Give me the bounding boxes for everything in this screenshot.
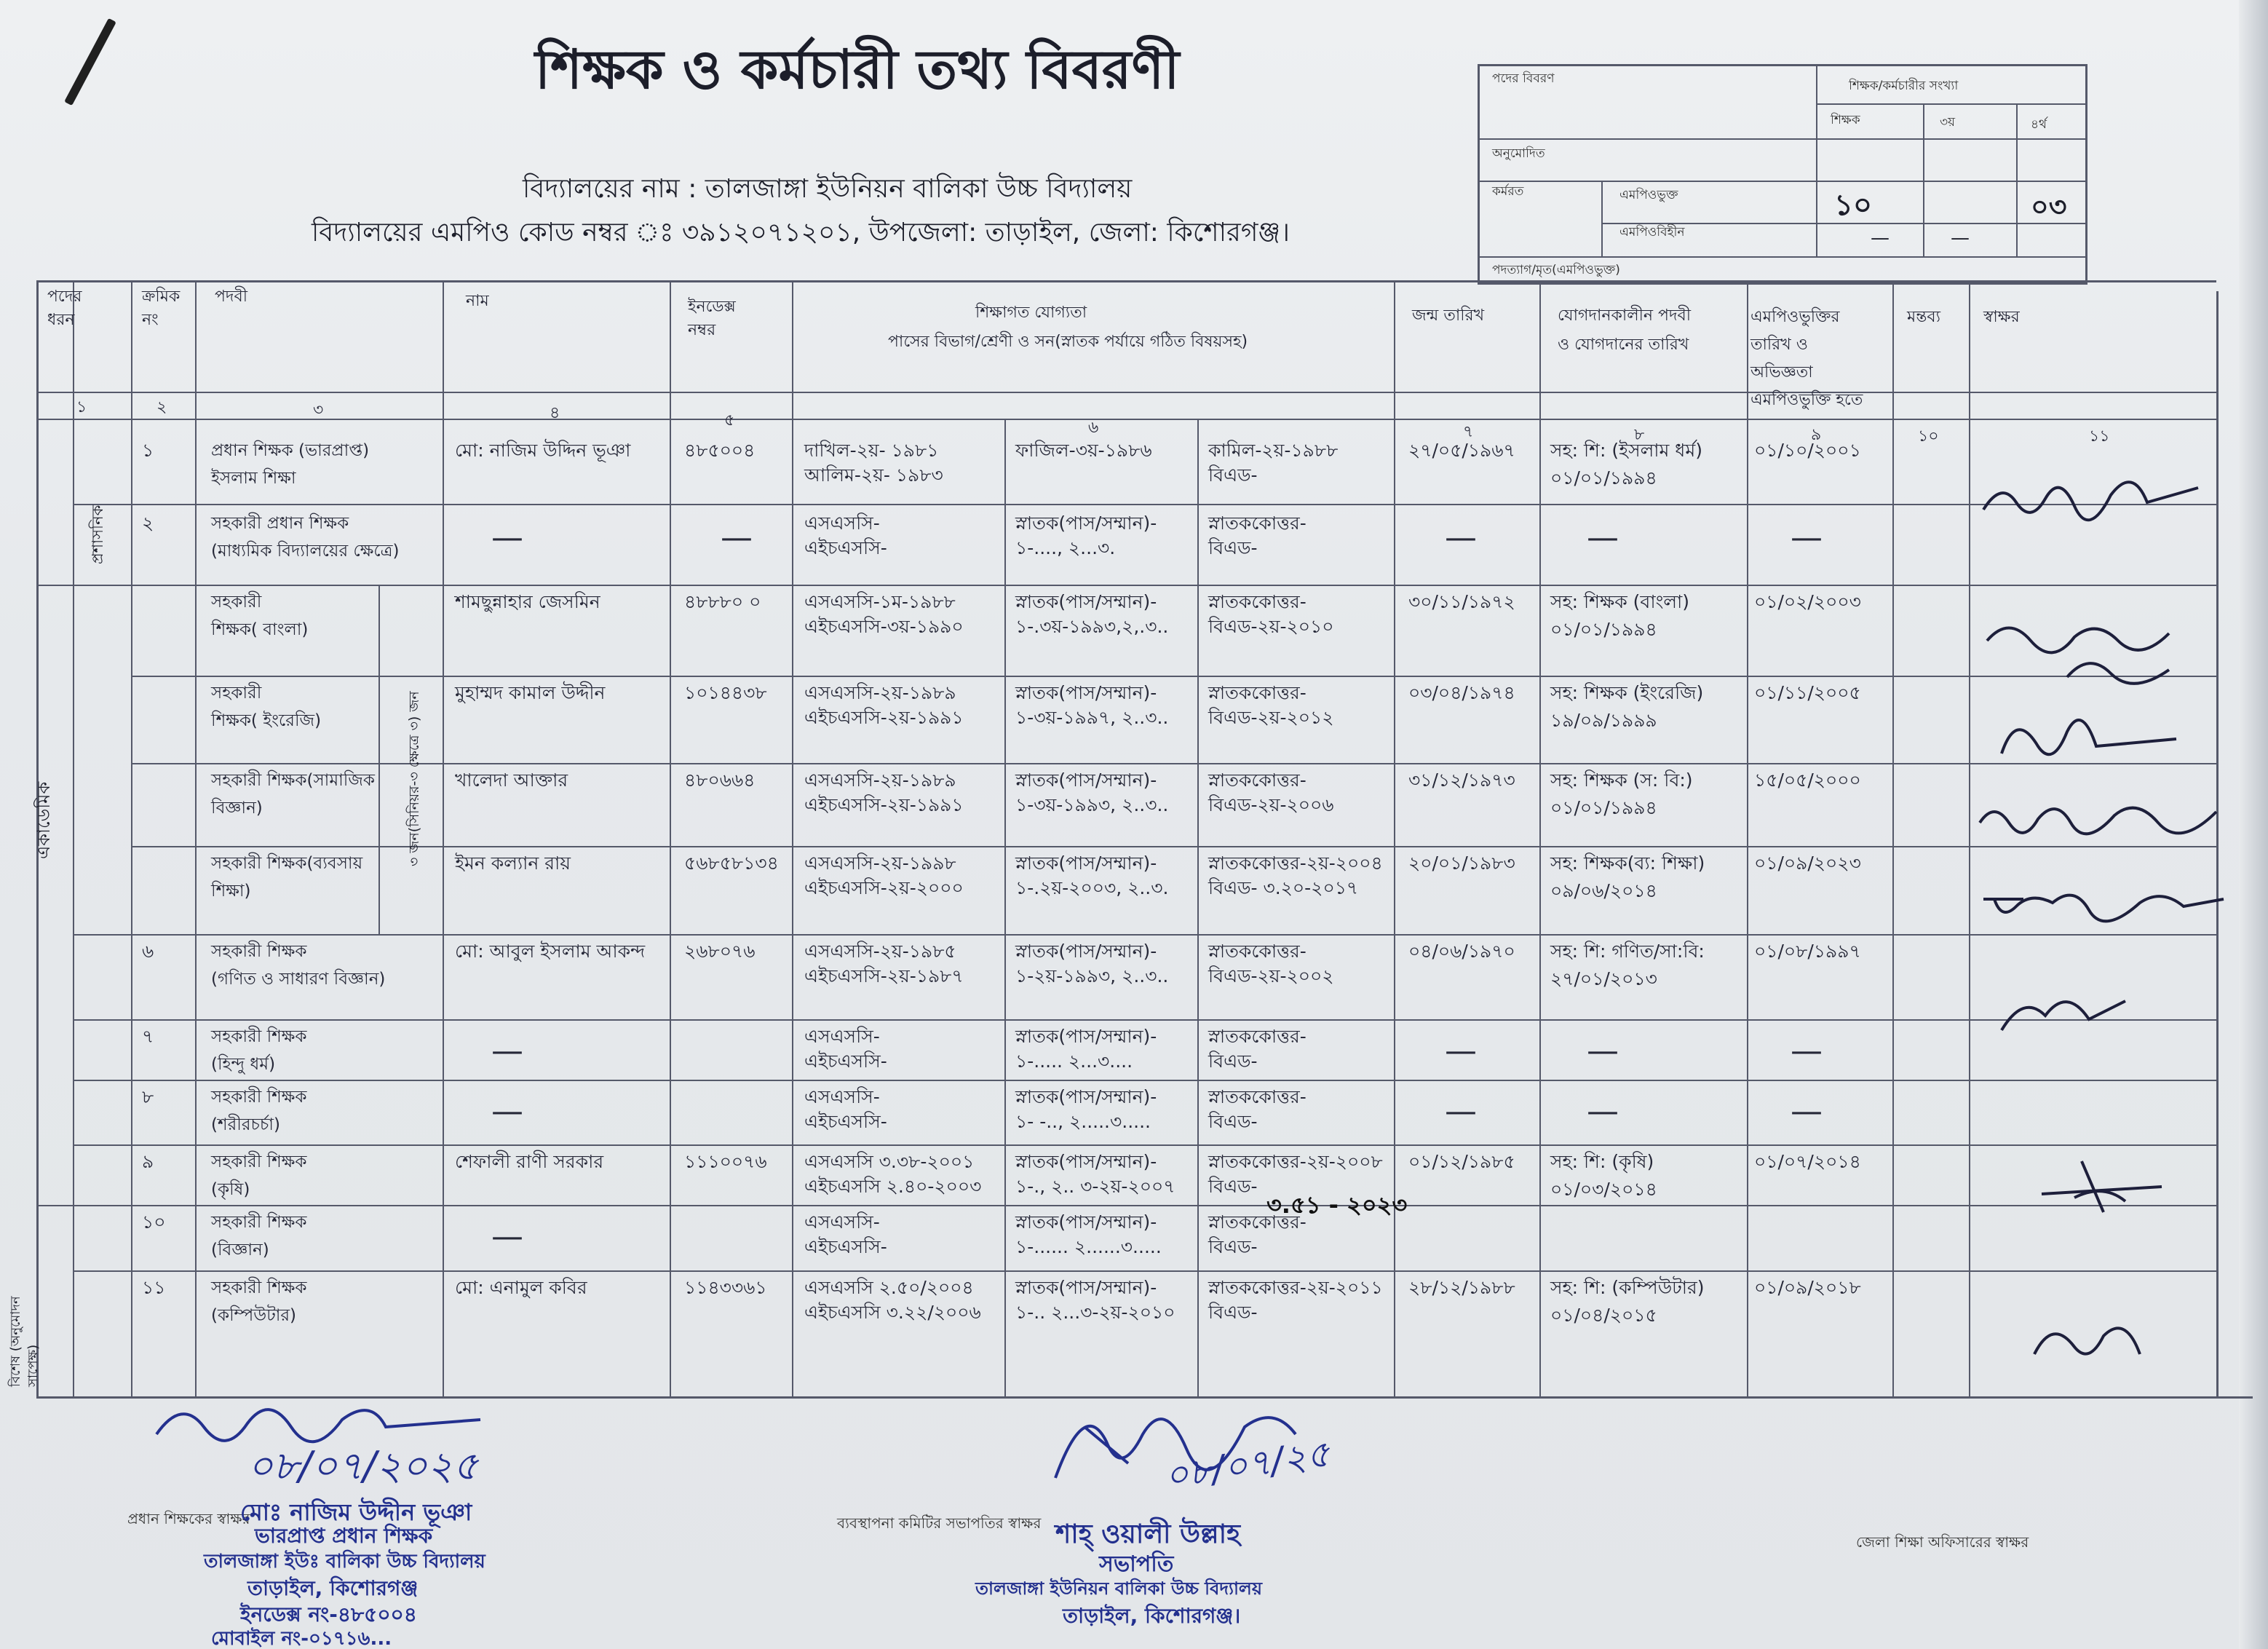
cell-q1b: এইচএসসি-২য়-১৯৯১ [804, 707, 964, 728]
third-excluded-dash: — [1951, 227, 1970, 249]
cell-q2b: ১-৩য়-১৯৯৭, ২..৩.. [1015, 707, 1169, 728]
cell-q1b: এইচএসসি- [804, 537, 887, 558]
cell-sl: ৯ [142, 1151, 154, 1172]
pen-mark [64, 18, 116, 106]
teacher-col: শিক্ষক [1831, 113, 1860, 127]
cell-post: সহকারী শিক্ষক [211, 1278, 307, 1297]
cell-q1a: এসএসসি-২য়-১৯৮৫ [804, 941, 956, 962]
cell-mpo: ০১/১০/২০০১ [1754, 440, 1861, 461]
cell-q1a: এসএসসি ২.৫০/২০০৪ [804, 1277, 974, 1298]
colnum-5: ৫ [724, 411, 735, 430]
colnum-8: ৮ [1634, 426, 1645, 444]
cell-index: — [721, 519, 753, 556]
signature-row-5 [1976, 786, 2224, 845]
colnum-2: ২ [156, 398, 167, 416]
cell-q3b: বিএড- [1208, 464, 1258, 486]
cell-join1: সহ: শিক্ষক (স: বি:) [1550, 770, 1693, 791]
cell-post2: (হিন্দু ধর্ম) [211, 1055, 276, 1074]
header-qualification-sub: পাসের বিভাগ/শ্রেণী ও সন(স্নাতক পর্যায়ে গঠিত বিষয়সহ) [888, 333, 1248, 351]
cell-post: সহকারী শিক্ষক [211, 1213, 307, 1232]
cell-q2a: স্নাতক(পাস/সম্মান)- [1015, 1086, 1157, 1107]
teacher-count: ১০ [1834, 189, 1872, 222]
cell-name: শেফালী রাণী সরকার [455, 1151, 604, 1172]
cell-q1b: এইচএসসি- [804, 1236, 887, 1257]
resigned-label: পদত্যাগ/মৃত(এমপিওভুক্ত) [1492, 263, 1620, 277]
cell-post: প্রধান শিক্ষক (ভারপ্রাপ্ত) [211, 441, 370, 460]
cell-post2: (মাধ্যমিক বিদ্যালয়ের ক্ষেত্রে) [211, 542, 400, 561]
cell-post2: শিক্ষক( ইংরেজি) [211, 711, 322, 730]
cell-q2b: ১-৩য়-১৯৯৩, ২..৩.. [1015, 794, 1169, 815]
cell-index: ১১১০০৭৬ [684, 1151, 767, 1172]
cell-post: সহকারী শিক্ষক [211, 1152, 307, 1171]
cell-q3b: বিএড- [1208, 1111, 1258, 1132]
headmaster-stamp-place: তাড়াইল, কিশোরগঞ্জ [247, 1576, 419, 1600]
cell-dob: — [1445, 1093, 1477, 1130]
cell-index: ৪৮৫০০৪ [684, 440, 756, 461]
cell-post: সহকারী [211, 593, 262, 612]
working-label: কর্মরত [1492, 184, 1524, 199]
colnum-10: ১০ [1918, 427, 1939, 446]
colnum-6: ৬ [1088, 419, 1099, 437]
signature-row-12 [2023, 1303, 2162, 1376]
chairman-date: ০৮/০৭/২৫ [1162, 1432, 1333, 1498]
cell-join2: ০১/০১/১৯৯৪ [1550, 619, 1657, 640]
signature-row-10 [2038, 1154, 2169, 1219]
cell-q1b: এইচএসসি-২য়-২০০০ [804, 877, 964, 898]
cell-dob: ২৭/০৫/১৯৬৭ [1408, 440, 1515, 461]
cell-join1: সহ: শিক্ষক (ইংরেজি) [1550, 682, 1704, 703]
cell-index: ৫৬৮৫৮১৩৪ [684, 853, 779, 874]
header-dob: জন্ম তারিখ [1412, 307, 1485, 325]
cell-name: — [491, 1093, 523, 1130]
mpo-excluded-label: এমপিওবিহীন [1619, 225, 1685, 240]
third-col: ৩য় [1940, 115, 1956, 130]
cell-post: সহকারী শিক্ষক [211, 1088, 307, 1107]
header-join-1: যোগদানকালীন পদবী [1558, 307, 1692, 325]
cell-index: ৪৮৮৮০ ০ [684, 591, 761, 612]
header-mpo-2: তারিখ ও [1750, 336, 1808, 354]
post-details-label: পদের বিবরণ [1492, 71, 1555, 86]
cell-q2a: ফাজিল-৩য়-১৯৮৬ [1015, 440, 1152, 461]
cell-join1: সহ: শিক্ষক(ব্য: শিক্ষা) [1550, 853, 1705, 874]
colnum-11: ১১ [2089, 427, 2110, 446]
cell-q3b: বিএড-২য়-২০১২ [1208, 707, 1334, 728]
cell-q1a: এসএসসি- [804, 1026, 880, 1047]
header-index: ইনডেক্স নম্বর [688, 298, 736, 339]
cell-q3b: বিএড- [1208, 537, 1258, 558]
cell-index: ১১৪৩৩৬১ [684, 1277, 767, 1298]
cell-q1b: আলিম-২য়- ১৯৮৩ [804, 464, 943, 486]
cell-q1a: এসএসসি-২য়-১৯৮৯ [804, 770, 956, 791]
cell-q3b: বিএড- [1208, 1302, 1258, 1323]
colnum-1: ১ [76, 398, 87, 416]
cell-sl: ১ [142, 440, 154, 461]
chairman-stamp-title: সভাপতি [1099, 1551, 1174, 1577]
cell-post: সহকারী প্রধান শিক্ষক [211, 514, 349, 533]
cell-name: মো: নাজিম উদ্দিন ভূঞা [455, 440, 631, 461]
approved-label: অনুমোদিত [1492, 146, 1545, 161]
header-post-type: পদের ধরন [47, 288, 82, 329]
headmaster-stamp-title: ভারপ্রাপ্ত প্রধান শিক্ষক [255, 1524, 433, 1548]
cell-q2b: ১-...., ২...৩. [1015, 537, 1116, 558]
cell-mpo: — [1791, 1093, 1823, 1130]
cell-dob: — [1445, 519, 1477, 556]
cell-join2: ০১/০১/১৯৯৪ [1550, 467, 1657, 489]
cell-q1b: এইচএসসি ২.৪০-২০০৩ [804, 1176, 982, 1197]
colnum-7: ৭ [1463, 423, 1474, 441]
cell-q3a: স্নাতককোত্তর- [1208, 770, 1307, 791]
document-title: শিক্ষক ও কর্মচারী তথ্য বিবরণী [535, 39, 1180, 101]
cell-dob: ০৪/০৬/১৯৭০ [1408, 941, 1515, 962]
cell-index: ৪৮০৬৬৪ [684, 770, 756, 791]
cell-post: সহকারী শিক্ষক [211, 1027, 307, 1046]
cell-q3a: স্নাতককোত্তর- [1208, 1026, 1307, 1047]
cell-sl: ১০ [142, 1211, 166, 1233]
group-sub-note: ৩ জন(সিনিয়র-৩ ক্ষেত্রে ৩) জন [406, 691, 422, 866]
cell-q2b: ১-.. ২...৩-২য়-২০১০ [1015, 1302, 1175, 1323]
count-header: শিক্ষক/কর্মচারীর সংখ্যা [1849, 79, 1959, 93]
cell-mpo: — [1791, 1032, 1823, 1069]
group-special: বিশেষ (অনুমোদন সাপেক্ষ) [8, 1296, 41, 1387]
handwritten-bed-gpa: ৩.৫১ - ২০২৩ [1266, 1191, 1408, 1219]
cell-q2a: স্নাতক(পাস/সম্মান)- [1015, 941, 1157, 962]
cell-q2b: ১-., ২.. ৩-২য়-২০০৭ [1015, 1176, 1175, 1197]
cell-name: — [491, 519, 523, 556]
cell-sl: ৭ [142, 1026, 154, 1047]
cell-name: মুহাম্মদ কামাল উদ্দীন [455, 682, 606, 703]
cell-join2: ০৯/০৬/২০১৪ [1550, 880, 1657, 901]
mpo-included-label: এমপিওভুক্ত [1619, 188, 1678, 202]
cell-q3a: স্নাতককোত্তর- [1208, 1211, 1307, 1233]
cell-post: সহকারী শিক্ষক(সামাজিক [211, 771, 376, 790]
cell-sl: ১১ [142, 1277, 166, 1298]
group-academic: একাডেমিক [33, 781, 54, 859]
cell-dob: ২০/০১/১৯৮৩ [1408, 853, 1515, 874]
headmaster-stamp-mobile: মোবাইল নং-০১৭১৬... [211, 1628, 392, 1649]
fourth-count: ০৩ [2031, 191, 2067, 223]
cell-q3a: কামিল-২য়-১৯৮৮ [1208, 440, 1339, 461]
cell-join1: সহ: শিক্ষক (বাংলা) [1550, 591, 1689, 612]
cell-mpo: ০১/০৯/২০২৩ [1754, 853, 1861, 874]
cell-q3a: স্নাতককোত্তর- [1208, 591, 1307, 612]
cell-name: মো: এনামুল কবির [455, 1277, 587, 1298]
chairman-label: ব্যবস্থাপনা কমিটির সভাপতির স্বাক্ষর [837, 1514, 1042, 1532]
cell-name: — [491, 1032, 523, 1069]
header-serial: ক্রমিক নং [142, 288, 181, 329]
colnum-3: ৩ [313, 401, 324, 419]
cell-post2: (কৃষি) [211, 1180, 250, 1199]
cell-q3b: বিএড- [1208, 1176, 1258, 1197]
cell-post2: (বিজ্ঞান) [211, 1241, 269, 1260]
chairman-stamp-name: শাহ্ ওয়ালী উল্লাহ [1055, 1519, 1240, 1549]
cell-mpo: ০১/১১/২০০৫ [1754, 682, 1861, 703]
cell-join1: — [1587, 1093, 1619, 1130]
cell-post: সহকারী [211, 684, 262, 703]
header-signature: স্বাক্ষর [1983, 308, 2020, 326]
cell-join2: ১৯/০৯/১৯৯৯ [1550, 710, 1657, 731]
cell-join2: ০১/০৪/২০১৫ [1550, 1305, 1657, 1326]
cell-q1b: এইচএসসি-৩য়-১৯৯০ [804, 616, 964, 637]
cell-q2a: স্নাতক(পাস/সম্মান)- [1015, 1151, 1157, 1172]
cell-dob: ২৮/১২/১৯৮৮ [1408, 1277, 1515, 1298]
cell-q2b: ১-.২য়-২০০৩, ২..৩. [1015, 877, 1169, 898]
paper-edge [2239, 0, 2268, 1649]
cell-q1b: এইচএসসি-২য়-১৯৯১ [804, 794, 964, 815]
cell-post2: (শরীরচর্চা) [211, 1115, 280, 1134]
cell-dob: ০১/১২/১৯৮৫ [1408, 1151, 1515, 1172]
colnum-9: ৯ [1811, 426, 1822, 444]
cell-dob: ৩১/১২/১৯৭৩ [1408, 770, 1515, 791]
cell-mpo: ০১/০২/২০০৩ [1754, 591, 1861, 612]
cell-join1: সহ: শি: (ইসলাম ধর্ম) [1550, 440, 1702, 461]
cell-name: মো: আবুল ইসলাম আকন্দ [455, 941, 646, 962]
cell-q3a: স্নাতককোত্তর- [1208, 941, 1307, 962]
cell-join1: — [1587, 1032, 1619, 1069]
group-admin: প্রশাসনিক [89, 505, 106, 564]
header-join-2: ও যোগদানের তারিখ [1558, 336, 1689, 354]
signature-row-7 [1994, 979, 2140, 1037]
cell-q1b: এইচএসসি-২য়-১৯৮৭ [804, 965, 964, 986]
cell-q1a: দাখিল-২য়- ১৯৮১ [804, 440, 939, 461]
cell-q1a: এসএসসি ৩.৩৮-২০০১ [804, 1151, 975, 1172]
cell-q1b: এইচএসসি- [804, 1111, 887, 1132]
headmaster-stamp-name: মোঃ নাজিম উদ্দীন ভূঞা [240, 1498, 472, 1526]
cell-name: — [491, 1218, 523, 1255]
signature-row-3 [1980, 608, 2213, 688]
cell-post2: শিক্ষা) [211, 882, 251, 901]
cell-mpo: ০১/০৮/১৯৯৭ [1754, 941, 1861, 962]
cell-name: ইমন কল্যান রায় [455, 853, 571, 874]
cell-q2b: ১-২য়-১৯৯৩, ২..৩.. [1015, 965, 1169, 986]
cell-post2: (গণিত ও সাধারণ বিজ্ঞান) [211, 970, 386, 989]
cell-join1: সহ: শি: গণিত/সা:বি: [1550, 941, 1705, 962]
cell-q2a: স্নাতক(পাস/সম্মান)- [1015, 1026, 1157, 1047]
cell-q2a: স্নাতক(পাস/সম্মান)- [1015, 682, 1157, 703]
cell-mpo: — [1791, 519, 1823, 556]
cell-mpo: ০১/০৭/২০১৪ [1754, 1151, 1861, 1172]
header-name: নাম [466, 292, 489, 310]
signature-row-4 [1987, 695, 2205, 775]
headmaster-label: প্রধান শিক্ষকের স্বাক্ষর [127, 1510, 250, 1527]
cell-post2: বিজ্ঞান) [211, 799, 263, 818]
chairman-stamp-school: তালজাঙ্গা ইউনিয়ন বালিকা উচ্চ বিদ্যালয় [975, 1578, 1262, 1599]
cell-q1b: এইচএসসি- [804, 1051, 887, 1072]
cell-q1b: এইচএসসি ৩.২২/২০০৬ [804, 1302, 981, 1323]
cell-q1a: এসএসসি-২য়-১৯৯৮ [804, 853, 956, 874]
cell-join2: ০১/০৩/২০১৪ [1550, 1179, 1657, 1200]
cell-q3b: বিএড-২য়-২০১০ [1208, 616, 1334, 637]
cell-name: খালেদা আক্তার [455, 770, 568, 791]
cell-q2b: ১-..... ২...৩.... [1015, 1051, 1133, 1072]
cell-index: ১০১৪৪৩৮ [684, 682, 767, 703]
chairman-stamp-place: তাড়াইল, কিশোরগঞ্জ। [1063, 1604, 1241, 1628]
cell-mpo: ১৫/০৫/২০০০ [1754, 770, 1861, 791]
header-remarks: মন্তব্য [1907, 308, 1941, 326]
signature-row-6 [1980, 877, 2227, 936]
cell-sl: ৮ [142, 1086, 154, 1107]
cell-post2: (কম্পিউটার) [211, 1306, 297, 1325]
cell-q2b: ১-.৩য়-১৯৯৩,২,.৩.. [1015, 616, 1169, 637]
cell-q3a: স্নাতককোত্তর- [1208, 513, 1307, 534]
cell-q2a: স্নাতক(পাস/সম্মান)- [1015, 513, 1157, 534]
cell-name: শামছুন্নাহার জেসমিন [455, 591, 600, 612]
signature-row-1 [1980, 459, 2213, 531]
cell-post: সহকারী শিক্ষক [211, 942, 307, 961]
cell-dob: ০৩/০৪/১৯৭৪ [1408, 682, 1515, 703]
colnum-4: ৪ [550, 404, 560, 422]
header-mpo-3: অভিজ্ঞতা [1750, 363, 1813, 381]
cell-q3b: বিএড- ৩.২০-২০১৭ [1208, 877, 1359, 898]
cell-q2a: স্নাতক(পাস/সম্মান)- [1015, 1277, 1157, 1298]
cell-q1a: এসএসসি- [804, 1086, 880, 1107]
cell-q3a: স্নাতককোত্তর-২য়-২০১১ [1208, 1277, 1383, 1298]
school-name: বিদ্যালয়ের নাম : তালজাঙ্গা ইউনিয়ন বালিকা উচ্চ বিদ্যালয় [523, 174, 1133, 204]
cell-sl: ৬ [142, 941, 154, 962]
cell-q1a: এসএসসি-২য়-১৯৮৯ [804, 682, 956, 703]
cell-post2: ইসলাম শিক্ষা [211, 469, 296, 488]
cell-post: সহকারী শিক্ষক(ব্যবসায় [211, 854, 363, 873]
headmaster-date: ০৮/০৭/২০২৫ [247, 1443, 479, 1489]
cell-q3a: স্নাতককোত্তর-২য়-২০০৮ [1208, 1151, 1383, 1172]
cell-q2a: স্নাতক(পাস/সম্মান)- [1015, 591, 1157, 612]
cell-join1: — [1587, 519, 1619, 556]
cell-join2: ০১/০১/১৯৯৪ [1550, 797, 1657, 818]
cell-post2: শিক্ষক( বাংলা) [211, 620, 309, 639]
headmaster-stamp-index: ইনডেক্স নং-৪৮৫০০৪ [240, 1602, 417, 1626]
cell-q3a: স্নাতককোত্তর- [1208, 1086, 1307, 1107]
cell-join1: সহ: শি: (কৃষি) [1550, 1151, 1654, 1172]
cell-index: ২৬৮০৭৬ [684, 941, 756, 962]
cell-q2a: স্নাতক(পাস/সম্মান)- [1015, 770, 1157, 791]
cell-mpo: ০১/০৯/২০১৮ [1754, 1277, 1861, 1298]
header-qualification: শিক্ষাগত যোগ্যতা [975, 304, 1087, 322]
headmaster-stamp-school: তালজাঙ্গা ইউঃ বালিকা উচ্চ বিদ্যালয় [204, 1551, 485, 1573]
header-mpo-4: এমপিওভুক্তি হতে [1750, 391, 1863, 409]
fourth-col: ৪র্থ [2031, 117, 2047, 132]
cell-q2a: স্নাতক(পাস/সম্মান)- [1015, 1211, 1157, 1233]
cell-q3b: বিএড-২য়-২০০২ [1208, 965, 1334, 986]
cell-q2b: ১- -.., ২.....৩..... [1015, 1111, 1151, 1132]
cell-join2: ২৭/০১/২০১৩ [1550, 968, 1657, 989]
cell-q2b: ১-...... ২......৩..... [1015, 1236, 1162, 1257]
cell-q1a: এসএসসি- [804, 513, 880, 534]
cell-q3a: স্নাতককোত্তর- [1208, 682, 1307, 703]
cell-q3b: বিএড- [1208, 1236, 1258, 1257]
cell-dob: ৩০/১১/১৯৭২ [1408, 591, 1515, 612]
cell-q3a: স্নাতককোত্তর-২য়-২০০৪ [1208, 853, 1383, 874]
header-designation: পদবী [215, 288, 248, 306]
cell-q3b: বিএড- [1208, 1051, 1258, 1072]
cell-q1a: এসএসসি- [804, 1211, 880, 1233]
cell-join1: সহ: শি: (কম্পিউটার) [1550, 1277, 1705, 1298]
cell-dob: — [1445, 1032, 1477, 1069]
cell-q3b: বিএড-২য়-২০০৬ [1208, 794, 1334, 815]
teacher-excluded-dash: — [1871, 227, 1890, 249]
mpo-code-line: বিদ্যালয়ের এমপিও কোড নম্বর ঃ ৩৯১২০৭১২০১, উপজেলা: তাড়াইল, জেলা: কিশোরগঞ্জ। [312, 218, 1290, 248]
header-mpo-1: এমপিওভুক্তির [1750, 308, 1840, 326]
cell-sl: ২ [142, 513, 154, 534]
cell-q1a: এসএসসি-১ম-১৯৮৮ [804, 591, 956, 612]
deo-label: জেলা শিক্ষা অফিসারের স্বাক্ষর [1856, 1533, 2029, 1551]
cell-q2a: স্নাতক(পাস/সম্মান)- [1015, 853, 1157, 874]
